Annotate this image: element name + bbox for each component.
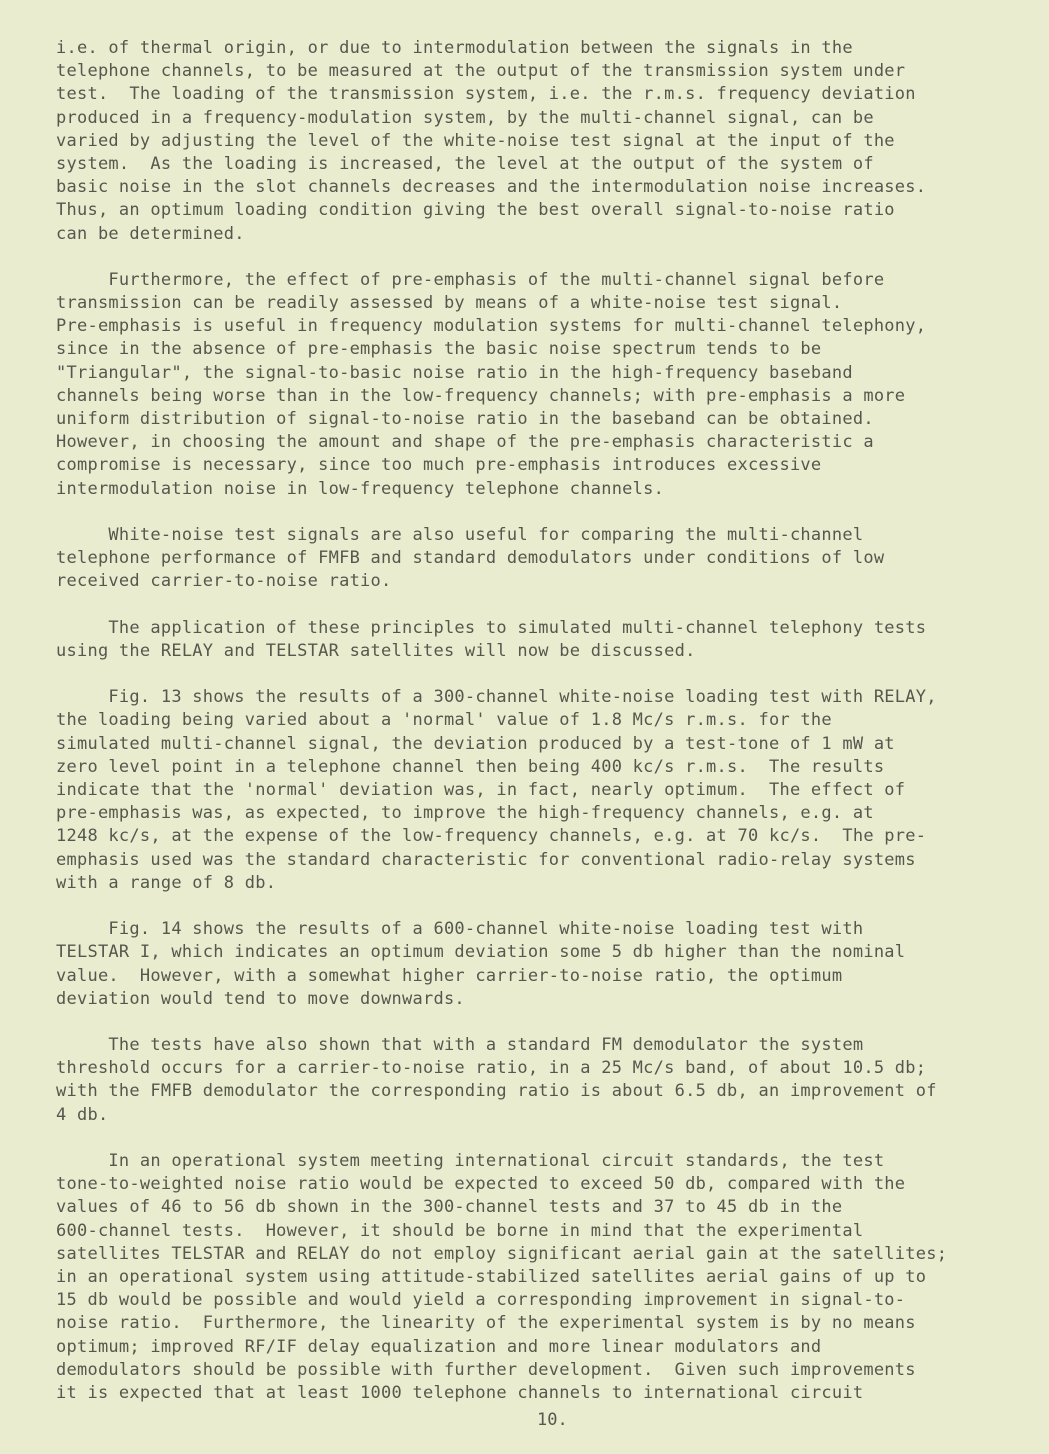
text-line: telephone channels, to be measured at the output of the transmission system under (56, 61, 906, 82)
paragraph (56, 1034, 1041, 1127)
text-line: the loading being varied about a 'normal' value of 1.8 Mc/s r.m.s. for the (56, 710, 832, 731)
paragraph (56, 918, 1041, 1011)
text-line: In an operational system meeting international circuit standards, the test (56, 1151, 885, 1171)
text-line: demodulators should be possible with further development. Given such improvements (56, 1359, 916, 1380)
text-line: TELSTAR I, which indicates an optimum deviation some 5 db higher than the nominal (56, 942, 906, 963)
text-line: noise ratio. Furthermore, the linearity of the experimental system is by no means (56, 1313, 916, 1334)
text-line: Fig. 13 shows the results of a 300-channel white-noise loading test with RELAY, (56, 687, 937, 708)
text-line: with a range of 8 db. (56, 872, 277, 893)
text-line: can be determined. (56, 223, 245, 244)
text-line: The tests have also shown that with a standard FM demodulator the system (56, 1035, 864, 1056)
text-line: test. The loading of the transmission system, i.e. the r.m.s. frequency deviation (56, 84, 916, 105)
text-line: 4 db. (56, 1104, 109, 1125)
text-line: system. As the loading is increased, the level at the output of the system of (56, 153, 874, 174)
paragraph (56, 1150, 1041, 1405)
text-line: "Triangular", the signal-to-basic noise ratio in the high-frequency baseband (56, 362, 853, 383)
text-line: value. However, with a somewhat higher carrier-to-noise ratio, the optimum (56, 965, 843, 986)
text-line: simulated multi-channel signal, the deviation produced by a test-tone of 1 mW at (56, 733, 895, 754)
text-line: using the RELAY and TELSTAR satellites will now be discussed. (56, 640, 696, 661)
paragraph (56, 269, 1041, 501)
text-line: 600-channel tests. However, it should be borne in mind that the experimental (56, 1220, 864, 1241)
page-number: 10. (537, 1410, 568, 1430)
text-line: uniform distribution of signal-to-noise ratio in the baseband can be obtained. (56, 409, 874, 429)
text-line: i.e. of thermal origin, or due to intermodulation between the signals in the (56, 38, 853, 58)
text-line: received carrier-to-noise ratio. (56, 571, 392, 592)
text-line: However, in choosing the amount and shape of the pre-emphasis characteristic a (56, 432, 874, 453)
paragraph (56, 524, 1041, 594)
text-line: indicate that the 'normal' deviation was, in fact, nearly optimum. The effect of (56, 780, 906, 800)
text-line: 1248 kc/s, at the expense of the low-frequency channels, e.g. at 70 kc/s. The pre- (56, 826, 927, 847)
text-line: satellites TELSTAR and RELAY do not employ significant aerial gain at the satellites; (56, 1243, 948, 1264)
text-line: deviation would tend to move downwards. (56, 988, 465, 1009)
text-line: Pre-emphasis is useful in frequency modulation systems for multi-channel telephony, (56, 316, 927, 337)
text-line: with the FMFB demodulator the corresponding ratio is about 6.5 db, an improvement of (56, 1081, 937, 1102)
text-line: White-noise test signals are also useful for comparing the multi-channel (56, 524, 864, 545)
text-line: tone-to-weighted noise ratio would be expected to exceed 50 db, compared with the (56, 1174, 906, 1195)
paragraph (56, 37, 1041, 246)
text-line: Thus, an optimum loading condition giving the best overall signal-to-noise ratio (56, 200, 895, 221)
text-line: optimum; improved RF/IF delay equalization and more linear modulators and (56, 1336, 822, 1357)
paragraph (56, 686, 1041, 895)
text-line: pre-emphasis was, as expected, to improve the high-frequency channels, e.g. at (56, 803, 874, 824)
text-line: Fig. 14 shows the results of a 600-channel white-noise loading test with (56, 919, 864, 940)
text-line: since in the absence of pre-emphasis the basic noise spectrum tends to be (56, 339, 822, 360)
text-line: in an operational system using attitude-stabilized satellites aerial gains of up to (56, 1266, 927, 1287)
text-line: threshold occurs for a carrier-to-noise ratio, in a 25 Mc/s band, of about 10.5 db; (56, 1058, 927, 1079)
text-line: compromise is necessary, since too much pre-emphasis introduces excessive (56, 455, 822, 476)
text-line: varied by adjusting the level of the white-noise test signal at the input of the (56, 130, 895, 151)
text-line: zero level point in a telephone channel then being 400 kc/s r.m.s. The results (56, 756, 885, 777)
text-line: values of 46 to 56 db shown in the 300-channel tests and 37 to 45 db in the (56, 1197, 843, 1218)
text-line: Furthermore, the effect of pre-emphasis of the multi-channel signal before (56, 269, 885, 290)
text-line: produced in a frequency-modulation system, by the multi-channel signal, can be (56, 107, 874, 128)
text-line: channels being worse than in the low-frequency channels; with pre-emphasis a more (56, 385, 906, 406)
text-line: The application of these principles to simulated multi-channel telephony tests (56, 617, 927, 638)
paragraph (56, 617, 1041, 663)
text-line: emphasis used was the standard characteristic for conventional radio-relay systems (56, 849, 916, 870)
text-line: 15 db would be possible and would yield a corresponding improvement in signal-to- (56, 1290, 906, 1311)
document-body (56, 37, 1041, 1428)
text-line: intermodulation noise in low-frequency telephone channels. (56, 478, 665, 499)
text-line: telephone performance of FMFB and standard demodulators under conditions of low (56, 548, 885, 569)
text-line: basic noise in the slot channels decreases and the intermodulation noise increases. (56, 177, 927, 198)
text-line: it is expected that at least 1000 telephone channels to international circuit (56, 1382, 864, 1403)
text-line: transmission can be readily assessed by means of a white-noise test signal. (56, 293, 843, 314)
